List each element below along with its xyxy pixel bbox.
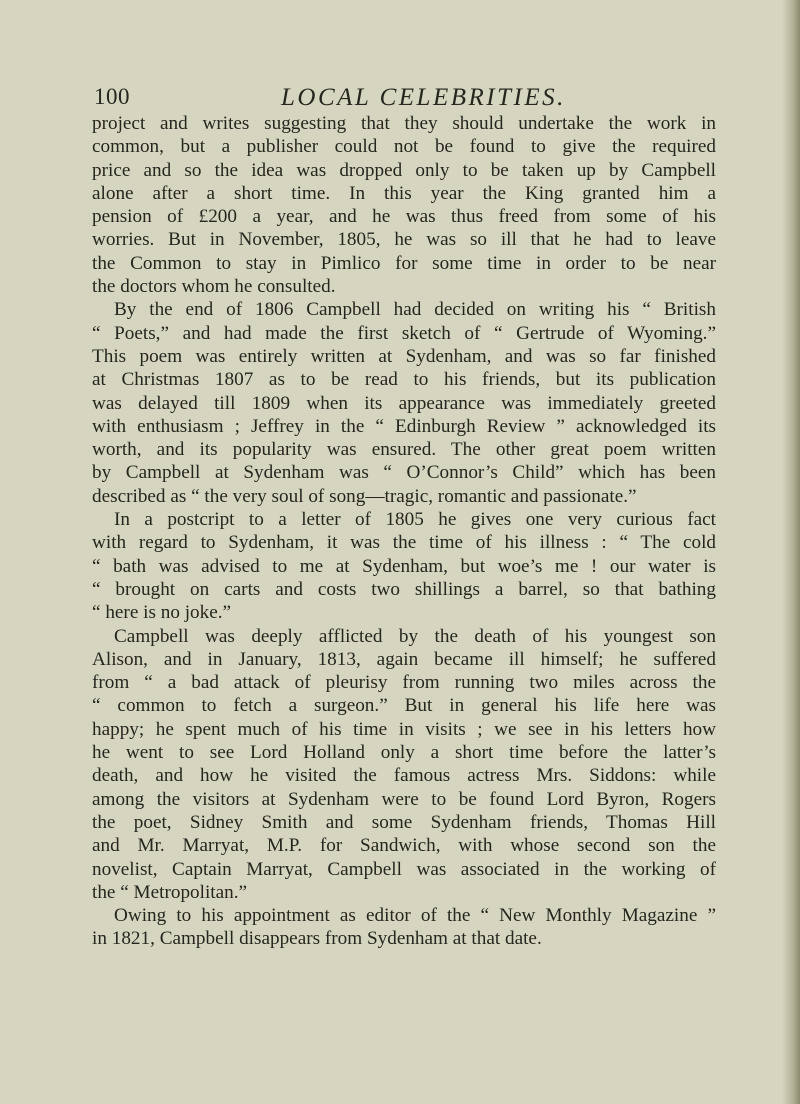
text-line: price and so the idea was dropped only to be taken up by Campbell	[92, 159, 716, 181]
text-line: “ bath was advised to me at Sydenham, but woe’s me ! our water is	[92, 555, 716, 577]
page-number: 100	[94, 84, 130, 109]
text-line: from “ a bad attack of pleurisy from running two miles across the	[92, 672, 716, 694]
page-edge-shadow	[782, 0, 800, 1104]
text-line: at Christmas 1807 as to be read to his friends, but its publication	[92, 369, 716, 391]
text-line: novelist, Captain Marryat, Campbell was associated in the working of	[92, 858, 716, 880]
text-line: by Campbell at Sydenham was “ O’Connor’s Child” which has been	[92, 462, 716, 484]
text-line: Campbell was deeply afflicted by the death of his youngest son	[114, 625, 716, 647]
text-line: death, and how he visited the famous actress Mrs. Siddons: while	[92, 765, 716, 787]
text-line: Alison, and in January, 1813, again became ill himself; he suffered	[92, 648, 716, 670]
text-line: pension of £200 a year, and he was thus freed from some of his	[92, 206, 716, 228]
text-line: among the visitors at Sydenham were to be found Lord Byron, Rogers	[92, 788, 716, 810]
text-line: “ common to fetch a surgeon.” But in general his life here was	[92, 695, 716, 717]
text-line: the “ Metropolitan.”	[92, 881, 248, 903]
text-line: worth, and its popularity was ensured. The other great poem written	[92, 439, 716, 461]
body-text	[92, 112, 716, 951]
text-line: Owing to his appointment as editor of the “ New Monthly Magazine ”	[114, 905, 716, 927]
text-line: the doctors whom he consulted.	[92, 276, 336, 298]
text-line: “ here is no joke.”	[92, 602, 232, 624]
text-line: common, but a publisher could not be found to give the required	[92, 136, 716, 158]
text-line: This poem was entirely written at Sydenham, and was so far finished	[92, 345, 716, 367]
text-line: was delayed till 1809 when its appearance was immediately greeted	[92, 392, 716, 414]
text-line: By the end of 1806 Campbell had decided on writing his “ British	[114, 299, 716, 321]
text-line: the Common to stay in Pimlico for some time in order to be near	[92, 252, 716, 274]
text-line: described as “ the very soul of song—tragic, romantic and passionate.”	[92, 485, 637, 507]
text-line: with enthusiasm ; Jeffrey in the “ Edinburgh Review ” acknowledged its	[92, 415, 716, 437]
text-line: project and writes suggesting that they should undertake the work in	[92, 113, 716, 134]
text-line: “ Poets,” and had made the first sketch of “ Gertrude of Wyoming.”	[92, 322, 716, 344]
text-line: the poet, Sidney Smith and some Sydenham friends, Thomas Hill	[92, 811, 716, 833]
text-line: happy; he spent much of his time in visits ; we see in his letters how	[92, 718, 716, 740]
text-line: In a postcript to a letter of 1805 he gives one very curious fact	[114, 509, 716, 531]
text-line: “ brought on carts and costs two shillings a barrel, so that bathing	[92, 578, 716, 600]
text-line: he went to see Lord Holland only a short time before the latter’s	[92, 742, 716, 764]
text-line: worries. But in November, 1805, he was so ill that he had to leave	[92, 229, 716, 251]
running-head: LOCAL CELEBRITIES.	[281, 84, 566, 111]
text-line: with regard to Sydenham, it was the time of his illness : “ The cold	[92, 532, 716, 554]
text-line: and Mr. Marryat, M.P. for Sandwich, with whose second son the	[92, 835, 716, 857]
text-line: alone after a short time. In this year the King granted him a	[92, 182, 716, 204]
text-line: in 1821, Campbell disappears from Sydenham at that date.	[92, 928, 542, 950]
